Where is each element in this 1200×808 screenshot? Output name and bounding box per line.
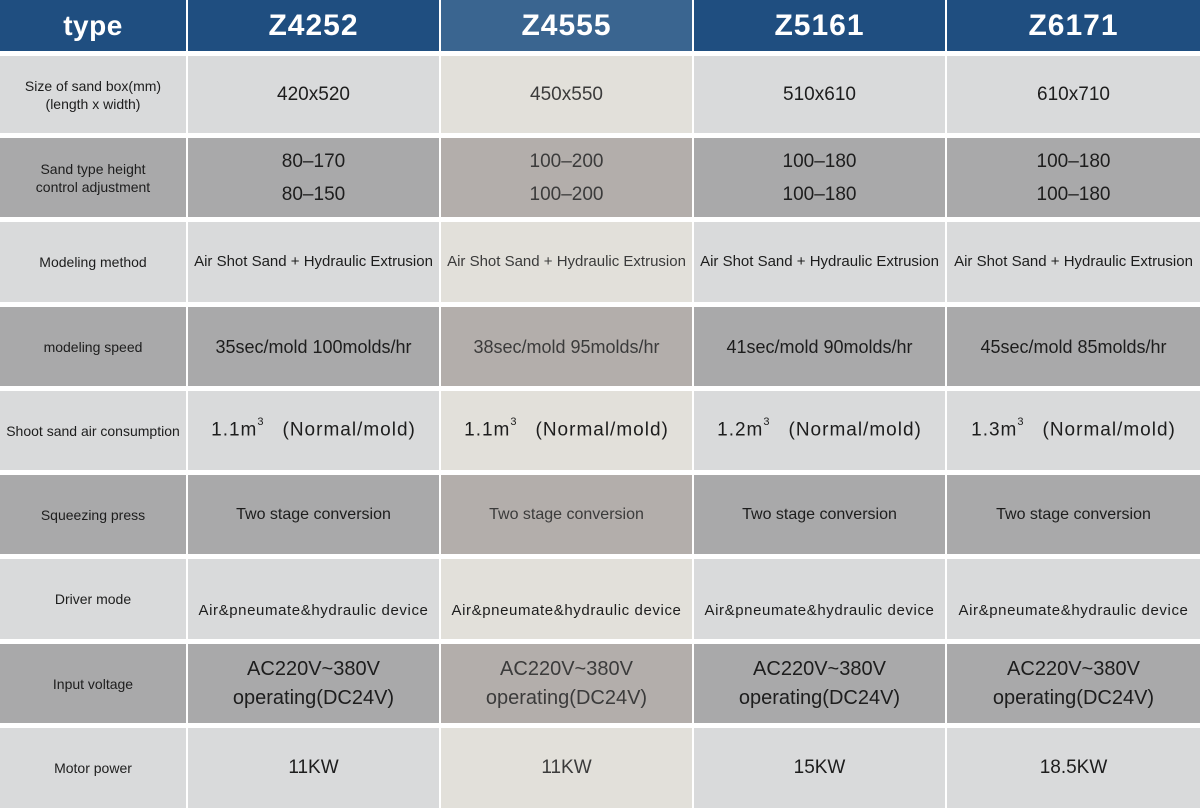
row-label-modeling-method: Modeling method bbox=[0, 222, 186, 302]
cell-speed-z6171: 45sec/mold 85molds/hr bbox=[947, 307, 1200, 386]
row-label-sand-box-size: Size of sand box(mm) (length x width) bbox=[0, 56, 186, 133]
cell-speed-z4555: 38sec/mold 95molds/hr bbox=[441, 307, 692, 386]
row-label-input-voltage: Input voltage bbox=[0, 644, 186, 723]
header-z5161: Z5161 bbox=[694, 0, 945, 51]
cell-motor-z4555: 11KW bbox=[441, 728, 692, 808]
cell-method-z4555: Air Shot Sand + Hydraulic Extrusion bbox=[441, 222, 692, 302]
cell-speed-z4252: 35sec/mold 100molds/hr bbox=[188, 307, 439, 386]
header-type: type bbox=[0, 0, 186, 51]
cell-method-z6171: Air Shot Sand + Hydraulic Extrusion bbox=[947, 222, 1200, 302]
cell-speed-z5161: 41sec/mold 90molds/hr bbox=[694, 307, 945, 386]
cell-squeeze-z6171: Two stage conversion bbox=[947, 475, 1200, 554]
cell-sand-box-z4252: 420x520 bbox=[188, 56, 439, 133]
cell-squeeze-z4555: Two stage conversion bbox=[441, 475, 692, 554]
cell-method-z4252: Air Shot Sand + Hydraulic Extrusion bbox=[188, 222, 439, 302]
header-z4555: Z4555 bbox=[441, 0, 692, 51]
cell-motor-z6171: 18.5KW bbox=[947, 728, 1200, 808]
cell-air-z6171: $1.3m^3$ (Normal/mold) bbox=[947, 391, 1200, 470]
header-z6171: Z6171 bbox=[947, 0, 1200, 51]
cell-motor-z4252: 11KW bbox=[188, 728, 439, 808]
cell-air-z5161: $1.2m^3$ (Normal/mold) bbox=[694, 391, 945, 470]
cell-sand-box-z5161: 510x610 bbox=[694, 56, 945, 133]
header-z4252: Z4252 bbox=[188, 0, 439, 51]
cell-driver-z5161: Air&pneumate&hydraulic device bbox=[694, 559, 945, 639]
cell-voltage-z4555: AC220V~380V operating(DC24V) bbox=[441, 644, 692, 723]
row-label-squeezing-press: Squeezing press bbox=[0, 475, 186, 554]
cell-height-z4252: 80–170 80–150 bbox=[188, 138, 439, 217]
cell-squeeze-z4252: Two stage conversion bbox=[188, 475, 439, 554]
cell-voltage-z5161: AC220V~380V operating(DC24V) bbox=[694, 644, 945, 723]
cell-height-z6171: 100–180 100–180 bbox=[947, 138, 1200, 217]
row-label-height-adjustment: Sand type height control adjustment bbox=[0, 138, 186, 217]
cell-height-z4555: 100–200 100–200 bbox=[441, 138, 692, 217]
cell-sand-box-z4555: 450x550 bbox=[441, 56, 692, 133]
cell-voltage-z4252: AC220V~380V operating(DC24V) bbox=[188, 644, 439, 723]
cell-driver-z4555: Air&pneumate&hydraulic device bbox=[441, 559, 692, 639]
cell-motor-z5161: 15KW bbox=[694, 728, 945, 808]
cell-method-z5161: Air Shot Sand + Hydraulic Extrusion bbox=[694, 222, 945, 302]
cell-voltage-z6171: AC220V~380V operating(DC24V) bbox=[947, 644, 1200, 723]
cell-air-z4555: $1.1m^3$ (Normal/mold) bbox=[441, 391, 692, 470]
cell-driver-z4252: Air&pneumate&hydraulic device bbox=[188, 559, 439, 639]
row-label-driver-mode: Driver mode bbox=[0, 559, 186, 639]
row-label-air-consumption: Shoot sand air consumption bbox=[0, 391, 186, 470]
cell-squeeze-z5161: Two stage conversion bbox=[694, 475, 945, 554]
cell-height-z5161: 100–180 100–180 bbox=[694, 138, 945, 217]
row-label-modeling-speed: modeling speed bbox=[0, 307, 186, 386]
cell-air-z4252: $1.1m^3$ (Normal/mold) bbox=[188, 391, 439, 470]
cell-sand-box-z6171: 610x710 bbox=[947, 56, 1200, 133]
cell-driver-z6171: Air&pneumate&hydraulic device bbox=[947, 559, 1200, 639]
row-label-motor-power: Motor power bbox=[0, 728, 186, 808]
